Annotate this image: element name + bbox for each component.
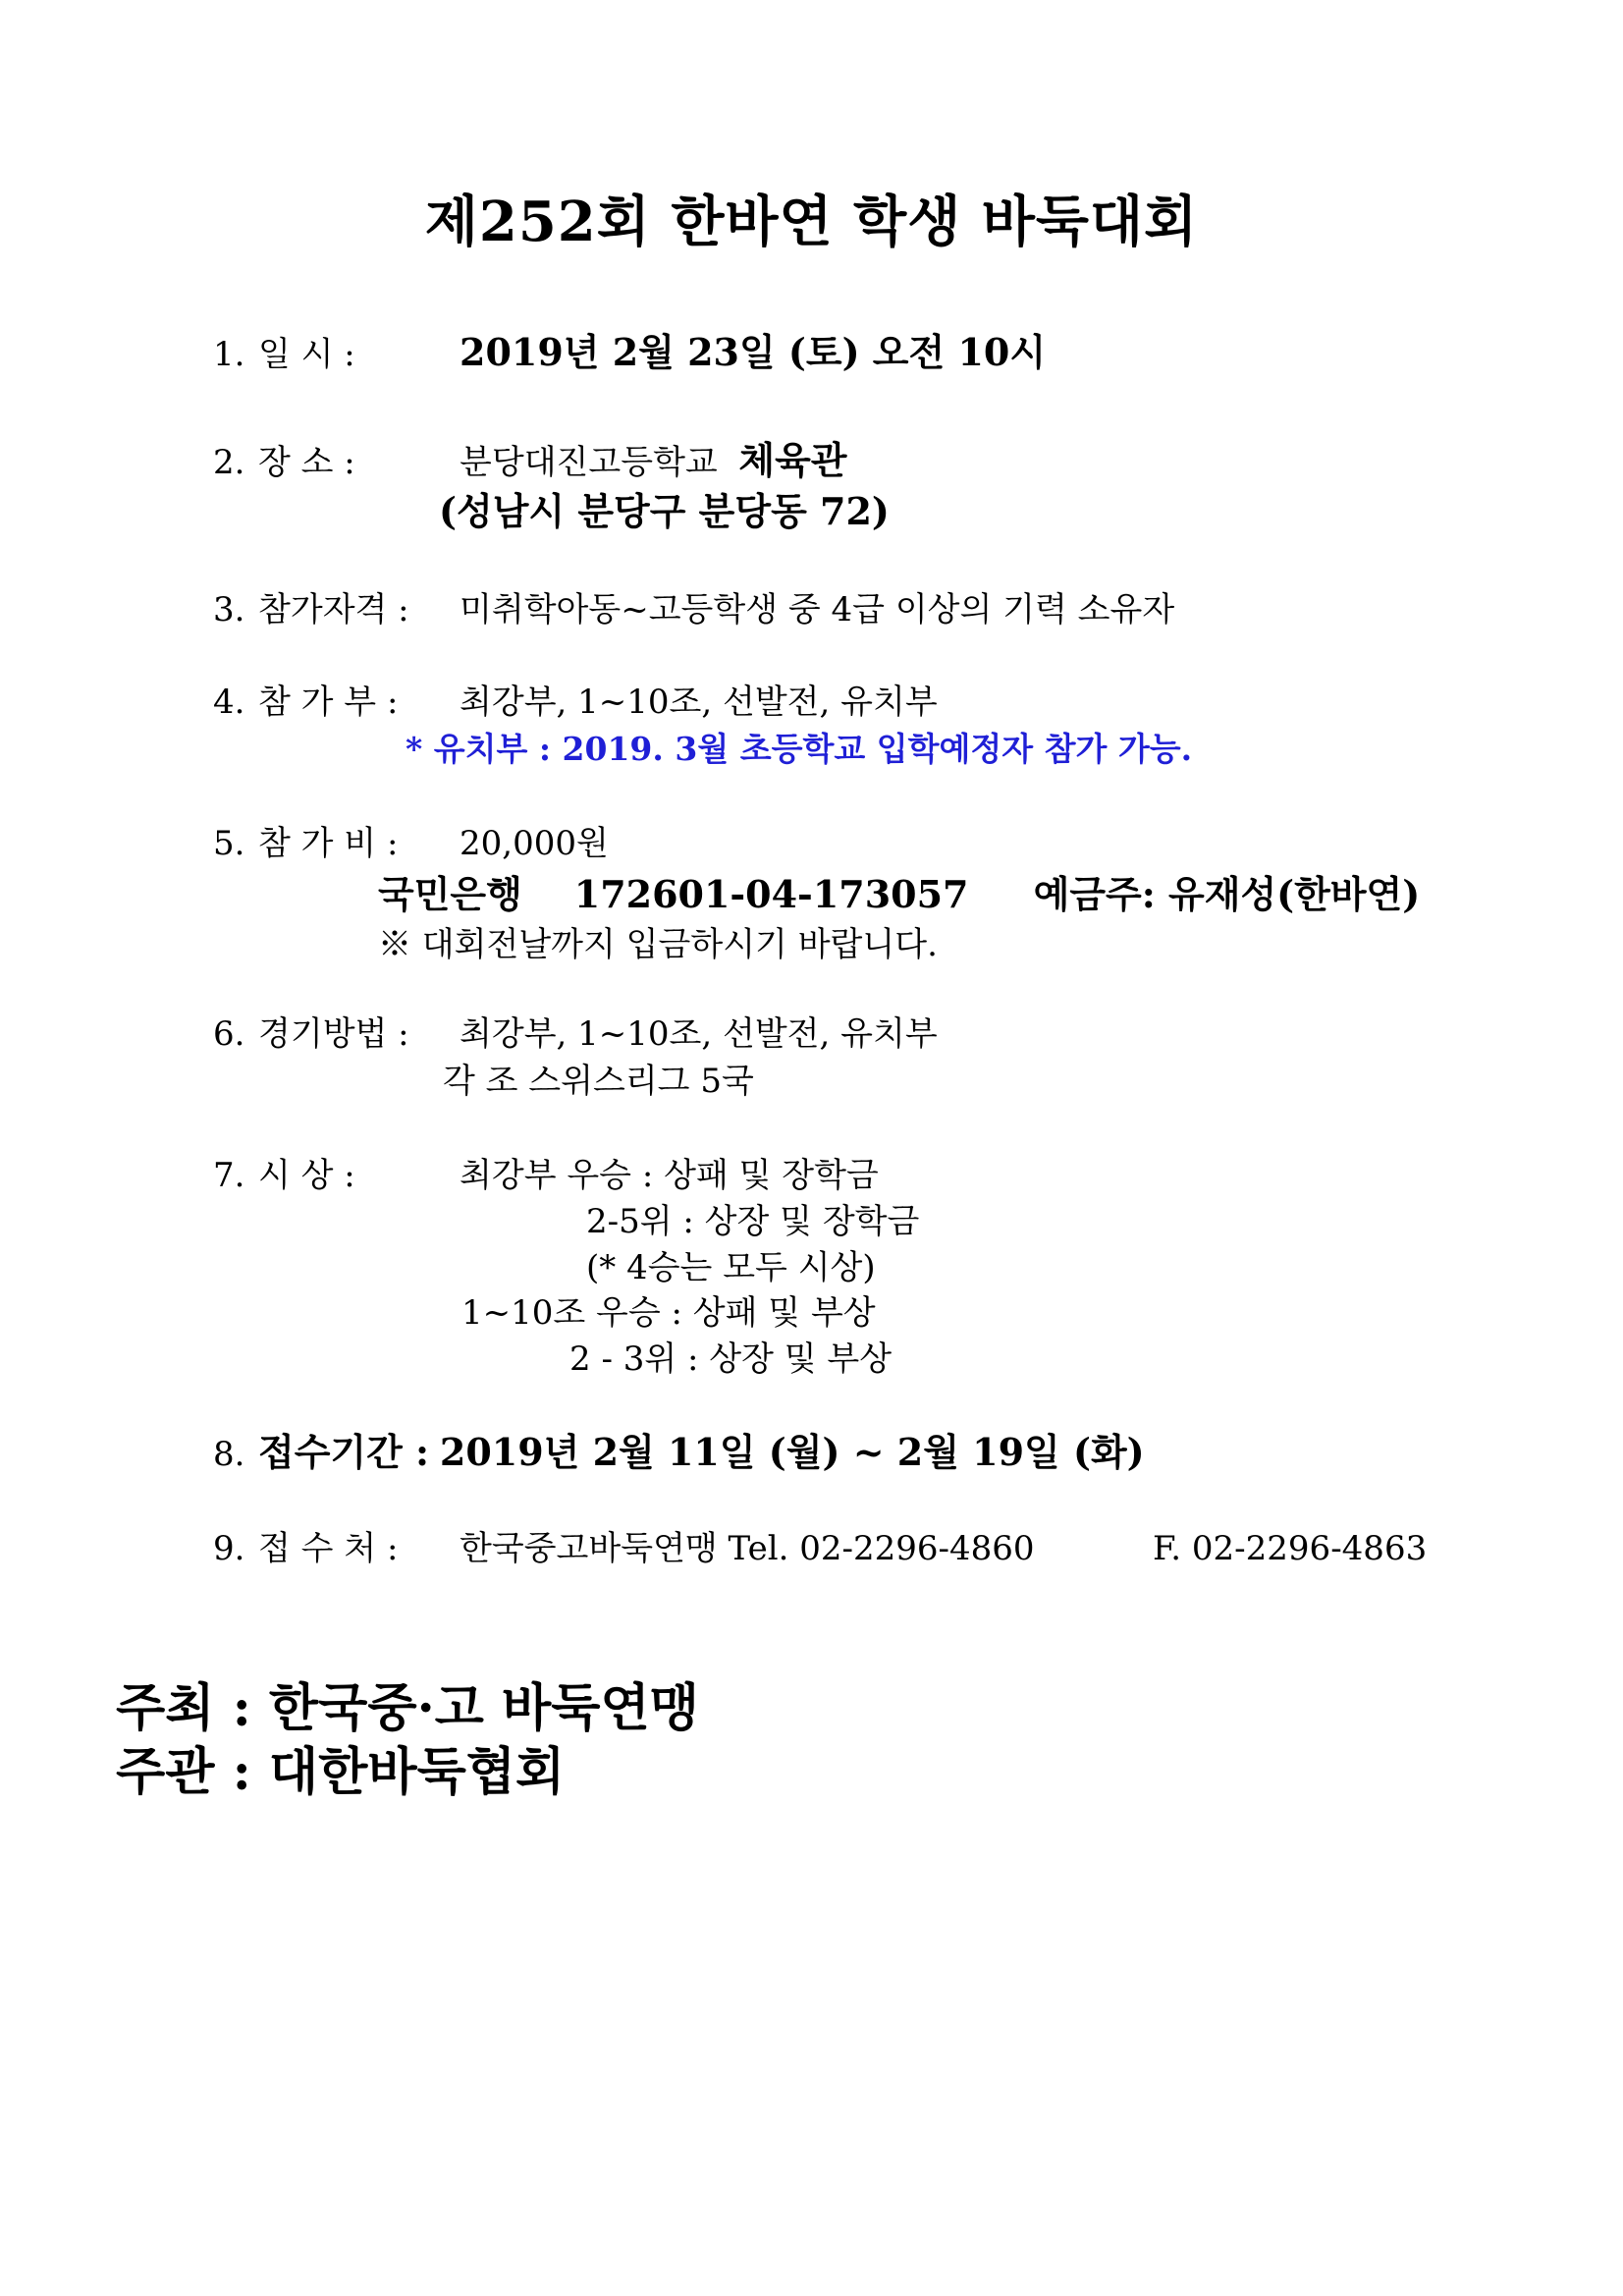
fee-note: ※ 대회전날까지 입금하시기 바랍니다. xyxy=(378,925,938,964)
item-date xyxy=(213,330,1047,374)
item-number: 6. xyxy=(213,1014,245,1054)
item-fee xyxy=(213,824,609,863)
item-label: 경기방법 : xyxy=(258,1014,409,1054)
item-number: 9. xyxy=(213,1529,245,1568)
divisions-note: * 유치부 : 2019. 3월 초등학교 입학예정자 참가 가능. xyxy=(406,730,1193,768)
item-label: 접 수 처 : xyxy=(258,1529,399,1568)
item-label: 접수기간 : xyxy=(258,1430,430,1474)
footer-organizer: 주관 : 대한바둑협회 xyxy=(116,1742,566,1802)
award-line: 2-5위 : 상장 및 장학금 xyxy=(586,1202,920,1241)
item-number: 4. xyxy=(213,683,245,722)
item-registration xyxy=(213,1430,1145,1474)
contact-fax: F. 02-2296-4863 xyxy=(1153,1529,1428,1568)
date-value: 2019년 2월 23일 (토) 오전 10시 xyxy=(460,330,1047,374)
award-line: 1~10조 우승 : 상패 및 부상 xyxy=(461,1293,876,1333)
account-holder: 예금주: 유재성(한바연) xyxy=(1033,872,1421,916)
item-number: 8. xyxy=(213,1435,245,1474)
method-detail: 각 조 스위스리그 5국 xyxy=(443,1062,754,1101)
divisions-value: 최강부, 1~10조, 선발전, 유치부 xyxy=(460,683,938,722)
item-number: 7. xyxy=(213,1156,245,1195)
item-label: 일 시 : xyxy=(258,335,355,374)
contact-phone: 한국중고바둑연맹 Tel. 02-2296-4860 xyxy=(460,1529,1035,1568)
item-eligibility xyxy=(213,590,1175,629)
award-line: (* 4승는 모두 시상) xyxy=(586,1248,876,1287)
award-line: 최강부 우승 : 상패 및 장학금 xyxy=(460,1156,879,1195)
item-number: 1. xyxy=(213,335,245,374)
item-label: 장 소 : xyxy=(258,443,355,482)
item-awards xyxy=(213,1156,879,1195)
eligibility-value: 미취학아동~고등학생 중 4급 이상의 기력 소유자 xyxy=(460,590,1175,629)
page-title: 제252회 한바연 학생 바둑대회 xyxy=(424,190,1199,254)
item-contact xyxy=(213,1529,1035,1568)
account-number: 172601-04-173057 xyxy=(573,872,969,916)
footer-host: 주최 : 한국중·고 바둑연맹 xyxy=(116,1678,699,1738)
item-number: 2. xyxy=(213,443,245,482)
item-method xyxy=(213,1014,938,1054)
place-highlight: 체육관 xyxy=(738,438,847,482)
place-address: (성남시 분당구 분당동 72) xyxy=(439,489,890,533)
item-label: 참 가 부 : xyxy=(258,683,399,722)
item-label: 시 상 : xyxy=(258,1156,355,1195)
item-label: 참 가 비 : xyxy=(258,824,399,863)
registration-value: 2019년 2월 11일 (월) ~ 2월 19일 (화) xyxy=(439,1430,1145,1474)
bank-name: 국민은행 xyxy=(378,872,522,916)
item-number: 3. xyxy=(213,590,245,629)
method-value: 최강부, 1~10조, 선발전, 유치부 xyxy=(460,1014,938,1054)
item-label: 참가자격 : xyxy=(258,590,409,629)
place-value: 분당대진고등학교 xyxy=(460,443,718,482)
item-place xyxy=(213,438,847,482)
fee-value: 20,000원 xyxy=(460,824,609,863)
item-divisions xyxy=(213,683,938,722)
bank-account-line xyxy=(378,872,1421,916)
item-number: 5. xyxy=(213,824,245,863)
award-line: 2 - 3위 : 상장 및 부상 xyxy=(569,1339,893,1379)
